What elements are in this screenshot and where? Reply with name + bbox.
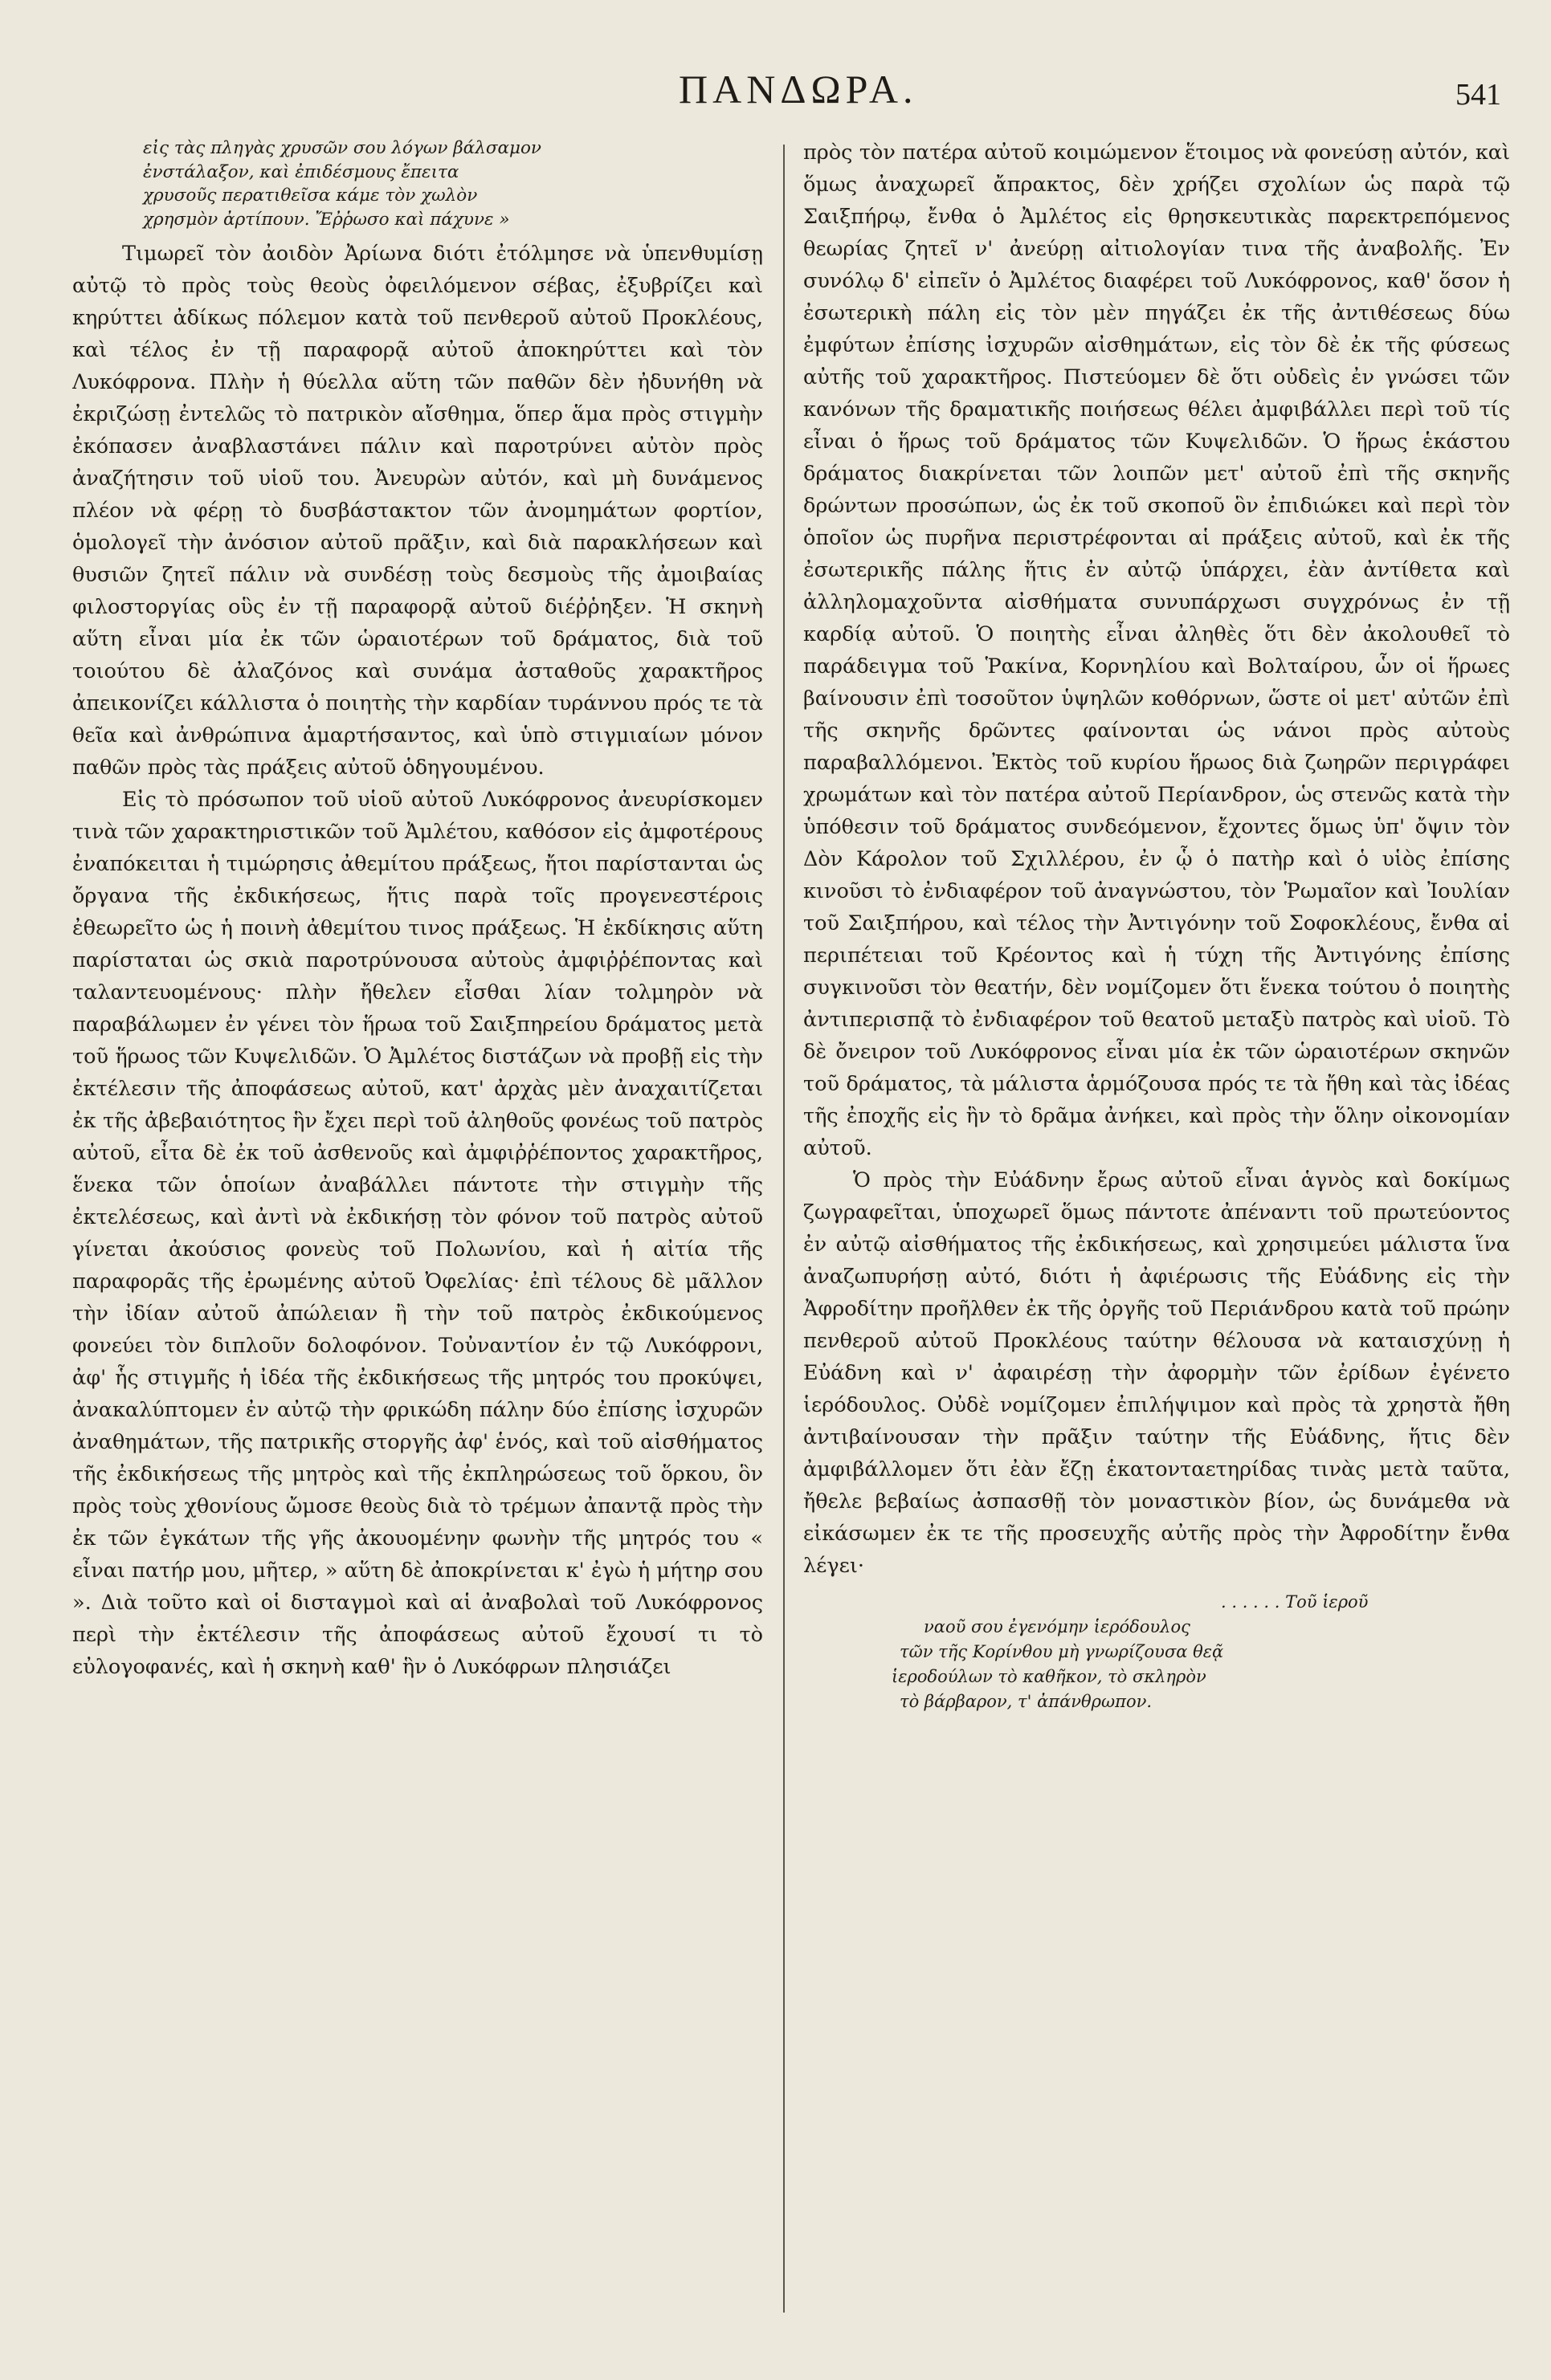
- paragraph-hero: πρὸς τὸν πατέρα αὐτοῦ κοιμώμενον ἕτοιμος νὰ φονεύσῃ αὐτόν, καὶ ὅμως ἀναχωρεῖ ἄπρακτος, δὲν χρήζει σχολίων ὡς παρὰ τῷ Σαιξπήρῳ, ἔνθα ὁ Ἀμλέτος εἰς θρησκευτικὰς παρεκτρεπόμενος θεωρίας ζητεῖ ν' ἀνεύρῃ αἰτιολογίαν τινα τῆς ἀναβολῆς. Ἐν συνόλῳ δ' εἰπεῖν ὁ Ἀμλέτος διαφέρει τοῦ Λυκόφρονος, καθ' ὅσον ἡ ἐσωτερικὴ πάλη εἰς τὸν μὲν πηγάζει ἐκ τῆς ἀντιθέσεως δύω ἐμφύτων ἐπίσης ἰσχυρῶν αἰσθημάτων, εἰς τὸν δὲ ἐκ τῆς φύσεως αὐτῆς τοῦ χαρακτῆρος. Πιστεύομεν δὲ ὅτι οὐδεὶς ἐν γνώσει τῶν κανόνων τῆς δραματικῆς ποιήσεως θέλει ἀμφιβάλλει περὶ τοῦ τίς εἶναι ὁ ἥρως τοῦ δράματος τῶν Κυψελιδῶν. Ὁ ἥρως ἑκάστου δράματος διακρίνεται τῶν λοιπῶν μετ' αὐτοῦ ἐπὶ τῆς σκηνῆς δρώντων προσώπων, ὡς ἐκ τοῦ σκοποῦ ὃν ἐπιδιώκει καὶ περὶ τὸν ὁποῖον ὡς πυρῆνα περιστρέφονται αἱ πράξεις αὐτοῦ, καὶ ἐκ τῆς ἐσωτερικῆς πάλης ἥτις ἐν αὐτῷ ὑπάρχει, ἐὰν ἀντίθετα καὶ ἀλληλομαχοῦντα αἰσθήματα συνυπάρχωσι συγχρόνως ἐν τῇ καρδίᾳ αὐτοῦ. Ὁ ποιητὴς εἶναι ἀληθὲς ὅτι δὲν ἀκολουθεῖ τὸ παράδειγμα τοῦ Ῥακίνα, Κορνηλίου καὶ Βολταίρου, ὧν οἱ ἥρωες βαίνουσιν ἐπὶ τοσοῦτον ὑψηλῶν κοθόρνων, ὥστε οἱ μετ' αὐτῶν ἐπὶ τῆς σκηνῆς δρῶντες φαίνονται ὡς νάνοι πρὸς αὐτοὺς παραβαλλόμενοι. Ἐκτὸς τοῦ κυρίου ἥρωος διὰ ζωηρῶν περιγράφει χρωμάτων καὶ τὸν πατέρα αὐτοῦ Περίανδρον, ὡς στενῶς κατὰ τὴν ὑπόθεσιν τοῦ δράματος συνδεόμενον, ἔχοντες ὅμως ὑπ' ὄψιν τὸν Δὸν Κάρολον τοῦ Σχιλλέρου, ἐν ᾧ ὁ πατὴρ καὶ ὁ υἱὸς ἐπίσης κινοῦσι τὸ ἐνδιαφέρον τοῦ ἀναγνώστου, τὸν Ῥωμαῖον καὶ Ἰουλίαν τοῦ Σαιξπήρου, καὶ τέλος τὴν Ἀντιγόνην τοῦ Σοφοκλέους, ἔνθα αἱ περιπέτειαι τοῦ Κρέοντος καὶ ἡ τύχη τῆς Ἀντιγόνης ἐπίσης συγκινοῦσι τὸν θεατήν, δὲν νομίζομεν ὅτι ἕνεκα τούτου ὁ ποιητὴς ἀντιπερισπᾷ τὸ ἐνδιαφέρον τοῦ θεατοῦ μεταξὺ πατρὸς καὶ υἱοῦ. Τὸ δὲ ὄνειρον τοῦ Λυκόφρονος εἶναι μία ἐκ τῶν ὡραιοτέρων σκηνῶν τοῦ δράματος, τὰ μάλιστα ἁρμόζουσα πρός τε τὰ ἤθη καὶ τὰς ἰδέας τῆς ἐποχῆς εἰς ἣν τὸ δρᾶμα ἀνήκει, καὶ πρὸς τὴν ὅλην οἰκονομίαν αὐτοῦ.: [803, 141, 1510, 1160]
- paragraph-periander: Τιμωρεῖ τὸν ἀοιδὸν Ἀρίωνα διότι ἐτόλμησε νὰ ὑπενθυμίσῃ αὐτῷ τὸ πρὸς τοὺς θεοὺς ὀφειλόμενον σέβας, ἐξυβρίζει καὶ κηρύττει ἀδίκως πόλεμον κατὰ τοῦ πενθεροῦ αὐτοῦ Προκλέους, καὶ τέλος ἐν τῇ παραφορᾷ αὐτοῦ ἀποκηρύττει καὶ τὸν Λυκόφρονα. Πλὴν ἡ θύελλα αὕτη τῶν παθῶν δὲν ἠδυνήθη νὰ ἐκριζώσῃ ἐντελῶς τὸ πατρικὸν αἴσθημα, ὅπερ ἅμα πρὸς στιγμὴν ἐκόπασεν ἀναβλαστάνει πάλιν καὶ παροτρύνει αὐτὸν πρὸς ἀναζήτησιν τοῦ υἱοῦ του. Ἀνευρὼν αὐτόν, καὶ μὴ δυνάμενος πλέον νὰ φέρῃ τὸ δυσβάστακτον τῶν ἀνομημάτων φορτίον, ὁμολογεῖ τὴν ἀνόσιον αὐτοῦ πρᾶξιν, καὶ διὰ παρακλήσεων καὶ θυσιῶν ζητεῖ πάλιν νὰ συνδέσῃ τοὺς δεσμοὺς τῆς ἀμοιβαίας φιλοστοργίας οὓς ἐν τῇ παραφορᾷ αὐτοῦ διέῤῥηξεν. Ἡ σκηνὴ αὕτη εἶναι μία ἐκ τῶν ὡραιοτέρων τοῦ δράματος, διὰ τοῦ τοιούτου δὲ ἀλαζόνος καὶ συνάμα ἀσταθοῦς χαρακτῆρος ἀπεικονίζει κάλλιστα ὁ ποιητὴς τὴν καρδίαν τυράννου πρός τε τὰ θεῖα καὶ ἀνθρώπινα ἁμαρτήσαντος, καὶ ὑπὸ στιγμιαίων μόνον παθῶν πρὸς τὰς πράξεις αὐτοῦ ὁδηγουμένου.: [72, 242, 763, 780]
- verse-line: ἐνστάλαξον, καὶ ἐπιδέσμους ἔπειτα: [143, 161, 459, 182]
- page-header: [0, 66, 1551, 130]
- page-number: 541: [1455, 78, 1501, 112]
- verse-line: εἰς τὰς πληγὰς χρυσῶν σου λόγων βάλσαμον: [143, 138, 542, 158]
- paragraph-lycophron: Εἰς τὸ πρόσωπον τοῦ υἱοῦ αὐτοῦ Λυκόφρονος ἀνευρίσκομεν τινὰ τῶν χαρακτηριστικῶν τοῦ Ἀμλέτου, καθόσον εἰς ἀμφοτέρους ἐναπόκειται ἡ τιμώρησις ἀθεμίτου πράξεως, ἤτοι παρίστανται ὡς ὄργανα τῆς ἐκδικήσεως, ἥτις παρὰ τοῖς προγενεστέροις ἐθεωρεῖτο ὡς ἡ ποινὴ ἀθεμίτου τινος πράξεως. Ἡ ἐκδίκησις αὕτη παρίσταται ὡς σκιὰ παροτρύνουσα αὐτοὺς ἀμφιῤῥέποντας καὶ ταλαντευομένους· πλὴν ἤθελεν εἶσθαι λίαν τολμηρὸν νὰ παραβάλωμεν ἐν γένει τὸν ἥρωα τοῦ Σαιξπηρείου δράματος μετὰ τοῦ ἥρωος τῶν Κυψελιδῶν. Ὁ Ἀμλέτος διστάζων νὰ προβῇ εἰς τὴν ἐκτέλεσιν τῆς ἀποφάσεως αὐτοῦ, κατ' ἀρχὰς μὲν ἀναχαιτίζεται ἐκ τῆς ἀβεβαιότητος ἣν ἔχει περὶ τοῦ ἀληθοῦς φονέως τοῦ πατρὸς αὐτοῦ, εἶτα δὲ ἐκ τοῦ ἀσθενοῦς καὶ ἀμφιῤῥέποντος χαρακτῆρος, ἕνεκα τῶν ὁποίων ἀναβάλλει πάντοτε τὴν στιγμὴν τῆς ἐκτελέσεως, καὶ ἀντὶ νὰ ἐκδικήσῃ τὸν φόνον τοῦ πατρὸς αὐτοῦ γίνεται ἀκούσιος φονεὺς τοῦ Πολωνίου, καὶ ἡ αἰτία τῆς παραφορᾶς τῆς ἐρωμένης αὐτοῦ Ὀφελίας· ἐπὶ τέλους δὲ μᾶλλον τὴν ἰδίαν αὐτοῦ ἀπώλειαν ἢ τὴν τοῦ πατρὸς ἐκδικούμενος φονεύει τὸν διπλοῦν δολοφόνον. Τοὐναντίον ἐν τῷ Λυκόφρονι, ἀφ' ἧς στιγμῆς ἡ ἰδέα τῆς ἐκδικήσεως τῆς μητρός του προκύψει, ἀνακαλύπτομεν ἐν αὐτῷ τὴν φρικώδη πάλην δύο ἐπίσης ἰσχυρῶν ἀναθημάτων, τῆς πατρικῆς στοργῆς ἀφ' ἑνός, καὶ τοῦ αἰσθήματος τῆς ἐκδικήσεως τῆς μητρὸς καὶ τῆς ἐκπληρώσεως τοῦ ὅρκου, ὃν πρὸς τοὺς χθονίους ὤμοσε θεοὺς διὰ τὸ τρέμων ἀπαντᾷ πρὸς τὴν ἐκ τῶν ἐγκάτων τῆς γῆς ἀκουομένην φωνὴν τῆς μητρός του « εἶναι πατήρ μου, μῆτερ, » αὕτη δὲ ἀποκρίνεται κ' ἐγὼ ἡ μήτηρ σου ». Διὰ τοῦτο καὶ οἱ δισταγμοὶ καὶ αἱ ἀναβολαὶ τοῦ Λυκόφρονος περὶ τὴν ἐκτέλεσιν τῆς ἀποφάσεως αὐτοῦ ἔχουσί τι τὸ εὐλογοφανές, καὶ ἡ σκηνὴ καθ' ἣν ὁ Λυκόφρων πλησιάζει: [72, 788, 763, 1679]
- verse-line: τῶν τῆς Κορίνθου μὴ γνωρίζουσα θεᾷ: [900, 1642, 1224, 1661]
- column-divider: [783, 145, 785, 2313]
- left-column: [72, 137, 763, 2353]
- verse-line: . . . . . . Τοῦ ἱεροῦ: [1221, 1592, 1369, 1612]
- right-column: [803, 137, 1510, 2353]
- paragraph-evadne: Ὁ πρὸς τὴν Εὐάδνην ἔρως αὐτοῦ εἶναι ἁγνὸς καὶ δοκίμως ζωγραφεῖται, ὑποχωρεῖ ὅμως πάντοτε ἀπέναντι τοῦ πρωτεύοντος ἐν αὐτῷ αἰσθήματος τῆς ἐκδικήσεως, καὶ χρησιμεύει μάλιστα ἵνα ἀναζωπυρήσῃ αὐτό, διότι ἡ ἀφιέρωσις τῆς Εὐάδνης εἰς τὴν Ἀφροδίτην προῆλθεν ἐκ τῆς ὀργῆς τοῦ Περιάνδρου κατὰ τοῦ πρώην πενθεροῦ αὐτοῦ Προκλέους ταύτην θέλουσα νὰ καταισχύνῃ ἡ Εὐάδνη καὶ ν' ἀφαιρέσῃ τὴν ἀφορμὴν τῶν ἐρίδων ἐγένετο ἱερόδουλος. Οὐδὲ νομίζομεν ἐπιλήψιμον καὶ πρὸς τὰ χρηστὰ ἤθη ἀντιβαίνουσαν τὴν πρᾶξιν ταύτην τῆς Εὐάδνης, ἥτις δὲν ἀμφιβάλλομεν ὅτι ἐὰν ἔζῃ ἑκατονταετηρίδας τινὰς μετὰ ταῦτα, ἤθελε βεβαίως ἀσπασθῇ τὸν μοναστικὸν βίον, ὡς δυνάμεθα νὰ εἰκάσωμεν ἐκ τε τῆς προσευχῆς αὐτῆς πρὸς τὴν Ἀφροδίτην ἔνθα λέγει·: [803, 1168, 1510, 1578]
- opening-verse: [143, 137, 763, 231]
- journal-title: ΠΑΝΔΩΡΑ.: [679, 67, 918, 112]
- closing-verse: [803, 1590, 1510, 1714]
- verse-line: χρυσοῦς περατιθεῖσα κάμε τὸν χωλὸν: [143, 185, 478, 206]
- verse-line: χρησμὸν ἀρτίπουν. Ἔῤῥωσο καὶ πάχυνε »: [143, 209, 510, 230]
- verse-line: ναοῦ σου ἐγενόμην ἱερόδουλος: [924, 1617, 1190, 1636]
- verse-line: ἱεροδούλων τὸ καθῆκον, τὸ σκληρὸν: [892, 1667, 1206, 1686]
- verse-line: τὸ βάρβαρον, τ' ἀπάνθρωπον.: [900, 1692, 1153, 1711]
